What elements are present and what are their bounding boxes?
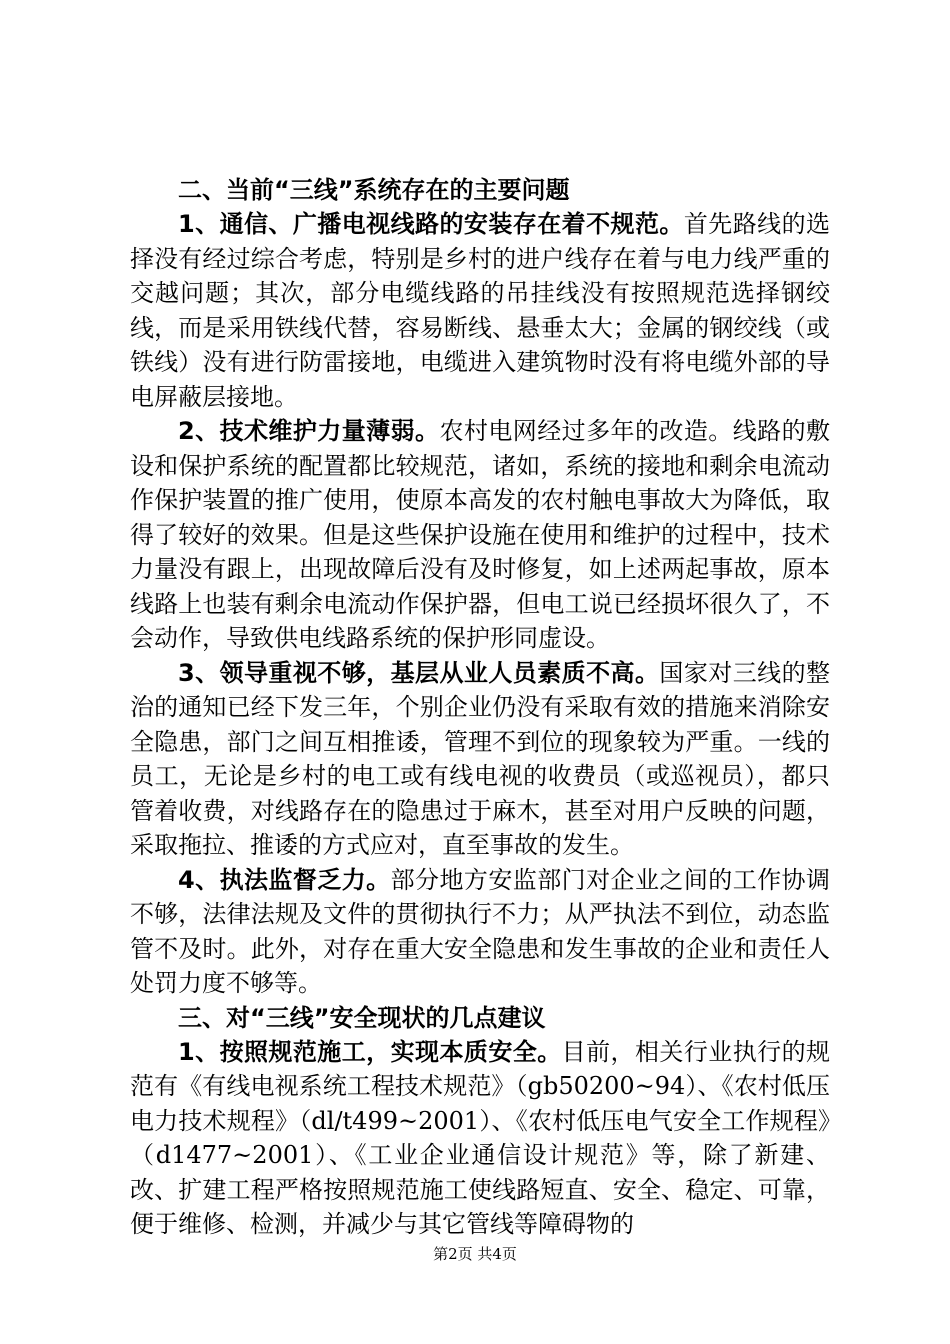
paragraph-text: 农村电网经过多年的改造。线路的敷设和保护系统的配置都比较规范，诸如，系统的接地和剩余电流动作保护装置的推广使用，使原本高发的农村触电事故大为降低，取得了较好的效果。但是这些保护设施在使用和维护的过程中，技术力量没有跟上，出现故障后没有及时修复，如上述两起事故，原本线路上也装有剩余电流动作保护器，但电工说已经损坏很久了，不会动作，导致供电线路系统的保护形同虚设。 [130,417,831,652]
section-heading: 三、对“三线”安全现状的几点建议 [178,1003,546,1032]
document-body [130,173,830,1242]
paragraph-lead: 1、通信、广播电视线路的安装存在着不规范。 [178,210,684,238]
paragraph [130,1035,830,1242]
paragraph [130,863,830,1001]
paragraph-lead: 4、执法监督乏力。 [178,865,391,894]
paragraph [130,207,830,414]
paragraph-text: 部分地方安监部门对企业之间的工作协调不够，法律法规及文件的贯彻执行不力；从严执法不到位，动态监管不及时。此外，对存在重大安全隐患和发生事故的企业和责任人处罚力度不够等。 [130,865,830,997]
paragraph [130,414,830,656]
paragraph-text: 目前，相关行业执行的规范有《有线电视系统工程技术规范》（gb50200~94）、《农村低压电力技术规程》（dl/t499~2001）、《农村低压电气安全工作规程》（d1477~2001）、《工业企业通信设计规范》等，除了新建、改、扩建工程严格按照规范施工使线路短直、安全、稳定、可靠，便于维修、检测，并减少与其它管线等障碍物的 [130,1037,831,1238]
section-heading: 二、当前“三线”系统存在的主要问题 [178,176,570,204]
paragraph-lead: 2、技术维护力量薄弱。 [178,417,440,445]
paragraph [130,656,830,863]
page-footer: 第2页 共4页 [433,1245,517,1263]
paragraph-text: 国家对三线的整治的通知已经下发三年，个别企业仍没有采取有效的措施来消除安全隐患，部门之间互相推诿，管理不到位的现象较为严重。一线的员工，无论是乡村的电工或有线电视的收费员（或巡视员），都只管着收费，对线路存在的隐患过于麻木，甚至对用户反映的问题，采取拖拉、推诿的方式应对，直至事故的发生。 [130,658,830,859]
paragraph-lead: 3、领导重视不够，基层从业人员素质不高。 [178,658,660,687]
paragraph-lead: 1、按照规范施工，实现本质安全。 [178,1037,562,1066]
paragraph-text: 首先路线的选择没有经过综合考虑，特别是乡村的进户线存在着与电力线严重的交越问题；其次，部分电缆线路的吊挂线没有按照规范选择钢绞线，而是采用铁线代替，容易断线、悬垂太大；金属的钢绞线（或铁线）没有进行防雷接地，电缆进入建筑物时没有将电缆外部的导电屏蔽层接地。 [130,210,831,411]
